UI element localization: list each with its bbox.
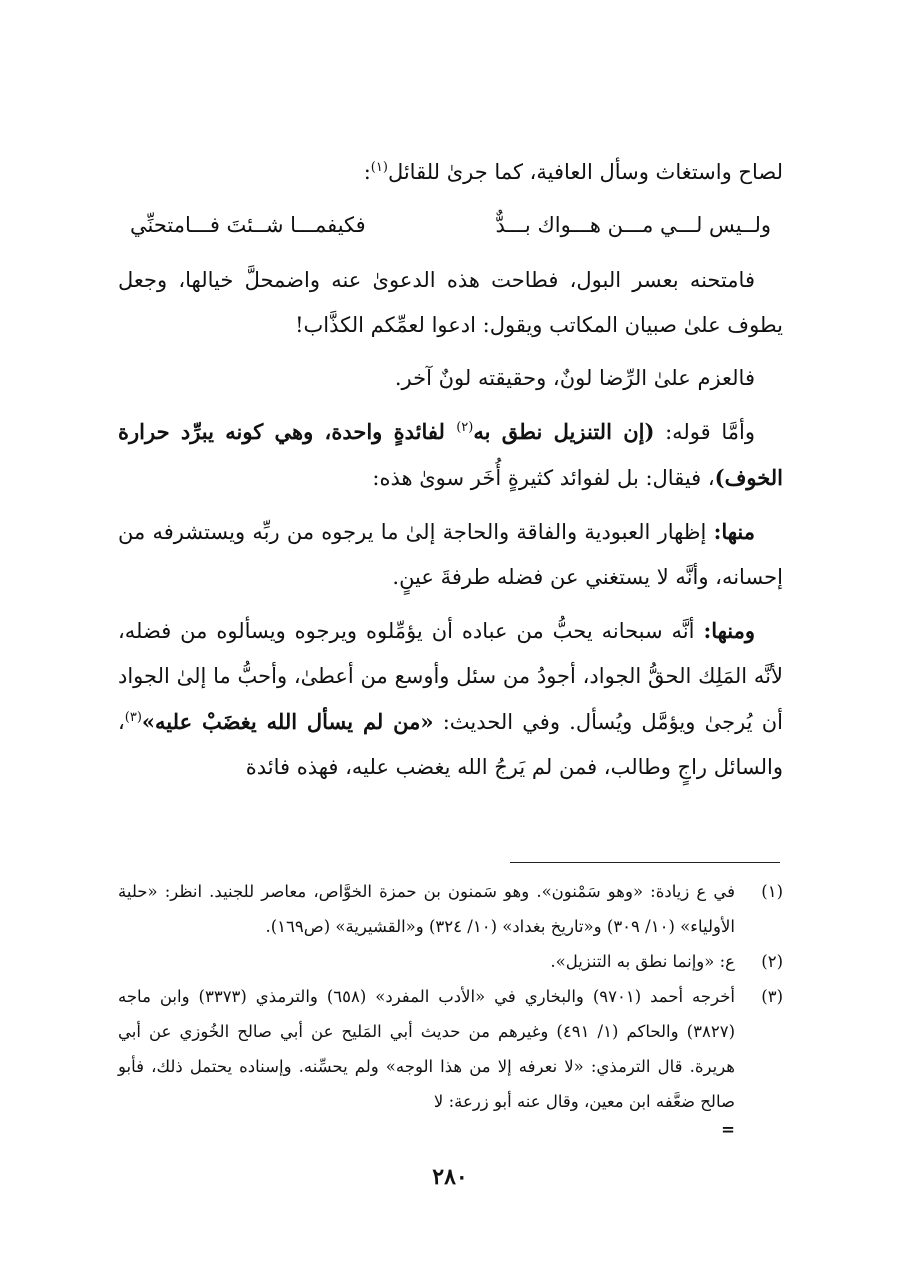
footnote-3 [118,979,783,1119]
footnote-ref-1: (١) [370,160,388,175]
footnote-text: أخرجه أحمد (٩٧٠١) والبخاري في «الأدب المفرد» (٦٥٨) والترمذي (٣٣٧٣) وابن ماجه (٣٨٢٧) والحاكم (١/ ٤٩١) وغيرهم من حديث أبي المَليح عن أبي صالح الخُوزي عن أبي هريرة. قال الترمذي: «لا نعرفه إلا من هذا الوجه» ولم يحسِّنه. وإسناده يحتمل ذلك، فأبو صالح ضعَّفه ابن معين، وقال عنه أبو زرعة: لا [118,987,735,1111]
p5-text-start: أنَّه سبحانه يحبُّ من عباده أن يؤمِّلوه ويرجوه ويسألوه من فضله، لأنَّه المَلِك الحقُّ الجواد، أجودُ من سئل وأوسع من أعطىٰ، وأحبُّ ما إلىٰ الجواد أن يُرجىٰ ويؤمَّل ويُسأل. وفي الحديث: [118,619,783,734]
p3-quote-end: لفائدةٍ واحدة، وهي كونه يبرِّد حرارة الخوف) [118,419,783,490]
page-number: ٢٨٠ [432,1164,468,1190]
verse-first-hemistich: ولــيس لـــي مـــن هـــواك بـــدٌّ [495,213,771,237]
footnote-text: في ع زيادة: «وهو سَمْنون». وهو سَمنون بن حمزة الخوَّاص، معاصر للجنيد. انظر: «حلية الأولياء» (١٠/ ٣٠٩) و«تاريخ بغداد» (١٠/ ٣٢٤) و«القشيرية» (ص١٦٩). [118,882,735,936]
footnote-separator [510,862,780,863]
paragraph-2: فالعزم علىٰ الرِّضا لونٌ، وحقيقته لونٌ آخر. [394,366,755,390]
paragraph-1: فامتحنه بعسر البول، فطاحت هذه الدعوىٰ عنه واضمحلَّ خيالها، وجعل يطوف علىٰ صبيان المكاتب ويقول: ادعوا لعمِّكم الكذَّاب! [118,268,783,337]
main-text [118,150,783,798]
paragraph-4 [118,509,783,600]
intro-text: لصاح واستغاث وسأل العافية، كما جرىٰ للقائل [387,160,783,184]
poetry-verse [130,203,771,248]
intro-colon: : [363,160,371,184]
p3-rest: ، فيقال: بل لفوائد كثيرةٍ أُخَر سوىٰ هذه: [372,466,715,490]
continuation-mark: = [721,1120,735,1139]
footnote-number: (٣) [761,987,783,1006]
p4-text: إظهار العبودية والفاقة والحاجة إلىٰ ما يرجوه من ربِّه ويستشرفه من إحسانه، وأنَّه لا يستغني عن فضله طرفةَ عينٍ. [118,520,783,589]
footnote-1 [118,874,783,944]
paragraph-5 [118,608,783,790]
p4-label: منها: [713,519,755,544]
footnote-text: ع: «وإنما نطق به التنزيل». [550,952,735,971]
p5-label: ومنها: [703,618,755,643]
p3-lead: وأمَّا قوله: [654,420,755,444]
footnote-number: (١) [761,882,783,901]
footnote-ref-3: (٣) [124,710,142,725]
p3-quote-start: (إن التنزيل نطق به [473,419,655,444]
intro-line [118,150,783,195]
footnote-2 [118,944,783,979]
footnote-ref-2: (٢) [456,420,474,435]
verse-second-hemistich: فكيفمـــا شــئتَ فـــامتحنِّي [130,213,366,237]
p5-hadith: «من لم يسأل الله يغضَبْ عليه» [141,709,434,734]
footnotes [118,874,783,1141]
footnote-number: (٢) [761,952,783,971]
p5-text-end: ، والسائل راجٍ وطالب، فمن لم يَرجُ الله يغضب عليه، فهذه فائدة [118,710,783,779]
paragraph-3 [118,409,783,501]
